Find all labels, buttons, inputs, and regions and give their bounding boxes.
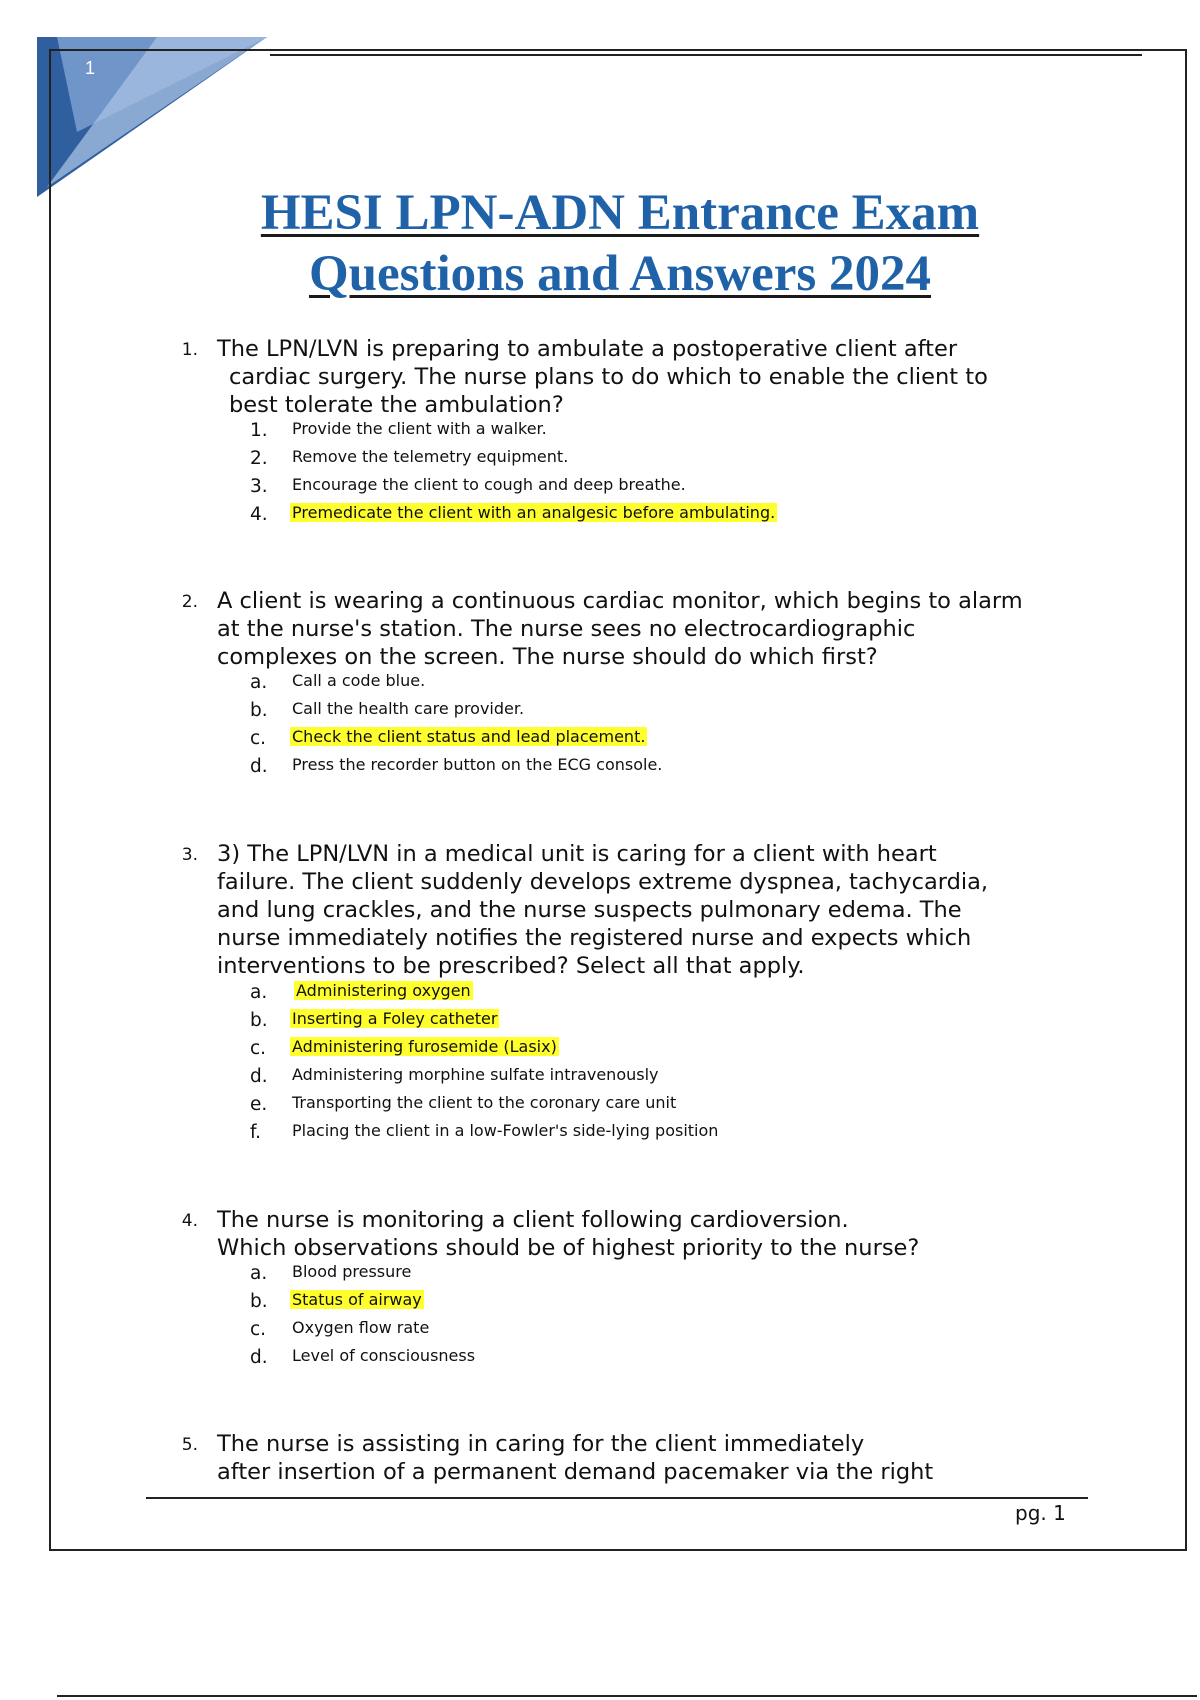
option-text: Encourage the client to cough and deep breathe. (292, 475, 686, 494)
question-stem-line: at the nurse's station. The nurse sees no electrocardiographic (217, 616, 916, 642)
option-label: f. (250, 1122, 262, 1143)
option-label: d. (250, 1066, 268, 1087)
option-text: Placing the client in a low-Fowler's side-lying position (292, 1121, 719, 1140)
option-label: d. (250, 1347, 268, 1368)
option-label: b. (250, 1010, 268, 1031)
option-label: a. (250, 982, 268, 1003)
option-label: c. (250, 1038, 267, 1059)
question-stem (217, 1430, 1077, 1486)
option-text-highlighted: Administering oxygen (296, 981, 471, 1000)
question-number: 4. (181, 1211, 198, 1231)
question-stem-line: interventions to be prescribed? Select all that apply. (217, 953, 805, 979)
question-stem (217, 335, 1077, 419)
question-number: 2. (181, 592, 198, 612)
question-stem-line: 3) The LPN/LVN in a medical unit is caring for a client with heart (217, 841, 937, 867)
question-number: 1. (181, 340, 198, 360)
question-stem-line: after insertion of a permanent demand pacemaker via the right (217, 1459, 934, 1485)
page-title (220, 183, 1020, 305)
question-number: 5. (181, 1435, 198, 1455)
question-stem-line: complexes on the screen. The nurse should do which first? (217, 644, 878, 670)
option-text: Transporting the client to the coronary care unit (292, 1093, 677, 1112)
option-text-highlighted: Administering furosemide (Lasix) (292, 1037, 557, 1056)
question-stem-line: The LPN/LVN is preparing to ambulate a postoperative client after (217, 336, 958, 362)
option-label: e. (250, 1094, 268, 1115)
option-text: Provide the client with a walker. (292, 419, 547, 438)
option-label: c. (250, 1319, 267, 1340)
question-stem-line: Which observations should be of highest priority to the nurse? (217, 1235, 920, 1261)
question-stem (217, 1206, 1077, 1262)
question-number: 3. (181, 845, 198, 865)
option-text-highlighted: Status of airway (292, 1290, 422, 1309)
option-label: b. (250, 700, 268, 721)
footer-rule (146, 1497, 1088, 1499)
question-stem-line: nurse immediately notifies the registered nurse and expects which (217, 925, 972, 951)
question-stem-line: The nurse is assisting in caring for the client immediately (217, 1431, 865, 1457)
option-text: Level of consciousness (292, 1346, 476, 1365)
option-text: Remove the telemetry equipment. (292, 447, 569, 466)
option-label: d. (250, 756, 268, 777)
option-text-highlighted: Check the client status and lead placement. (292, 727, 646, 746)
option-label: c. (250, 728, 267, 749)
question-stem-line: cardiac surgery. The nurse plans to do which to enable the client to (229, 364, 988, 390)
question-stem (217, 587, 1077, 671)
option-label: 3. (250, 476, 268, 497)
option-label: b. (250, 1291, 268, 1312)
option-text: Press the recorder button on the ECG console. (292, 755, 663, 774)
question-stem-line: and lung crackles, and the nurse suspects pulmonary edema. The (217, 897, 962, 923)
option-label: a. (250, 672, 268, 693)
question-stem (217, 840, 1077, 980)
question-stem-line: A client is wearing a continuous cardiac monitor, which begins to alarm (217, 588, 1023, 614)
option-text-highlighted: Premedicate the client with an analgesic before ambulating. (292, 503, 776, 522)
question-stem-line: failure. The client suddenly develops extreme dyspnea, tachycardia, (217, 869, 989, 895)
question-stem-line: best tolerate the ambulation? (229, 392, 564, 418)
option-text-highlighted: Inserting a Foley catheter (292, 1009, 498, 1028)
option-text: Call a code blue. (292, 671, 426, 690)
option-text: Oxygen flow rate (292, 1318, 430, 1337)
option-text: Call the health care provider. (292, 699, 525, 718)
page-footer-number: pg. 1 (1015, 1501, 1066, 1525)
option-label: 2. (250, 448, 268, 469)
title-line-1: HESI LPN-ADN Entrance Exam (260, 185, 980, 241)
option-label: a. (250, 1263, 268, 1284)
option-label: 1. (250, 420, 268, 441)
question-stem-line: The nurse is monitoring a client following cardioversion. (217, 1207, 849, 1233)
next-page-edge (57, 1695, 1197, 1697)
title-line-2: Questions and Answers 2024 (308, 246, 932, 302)
option-text: Blood pressure (292, 1262, 412, 1281)
option-label: 4. (250, 504, 268, 525)
option-text: Administering morphine sulfate intravenously (292, 1065, 659, 1084)
corner-page-badge: 1 (84, 58, 95, 78)
